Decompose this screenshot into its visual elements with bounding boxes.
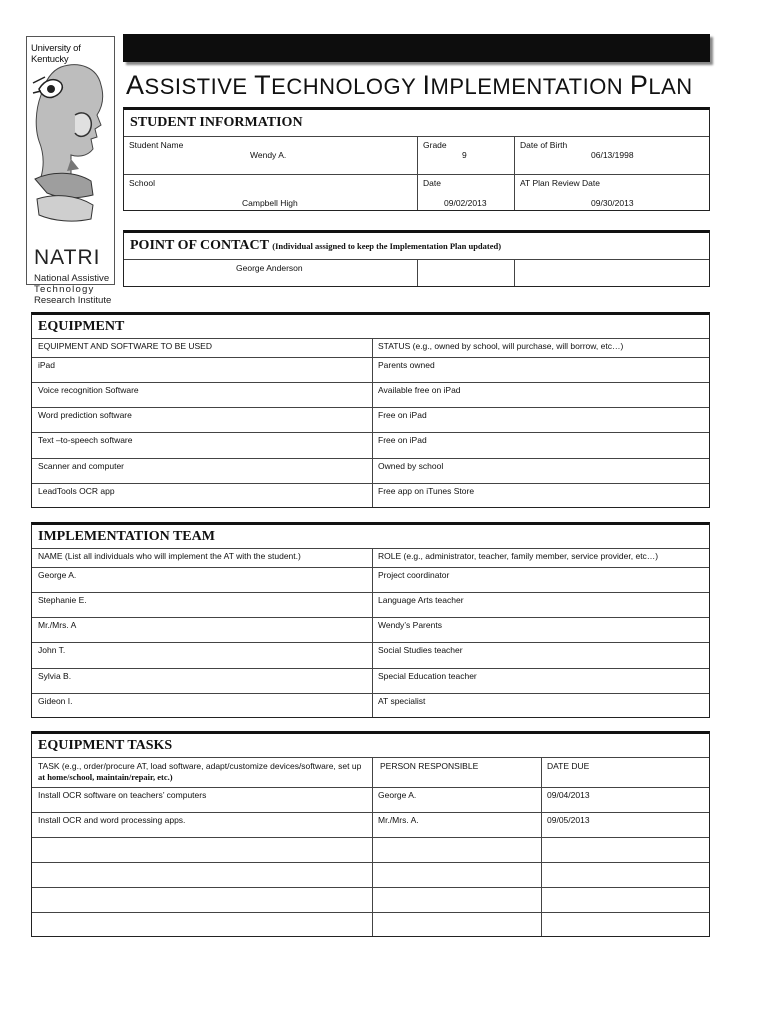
- team-member-role: Language Arts teacher: [378, 595, 464, 605]
- status-column-header: STATUS (e.g., owned by school, will purchase, will borrow, etc…): [378, 341, 624, 351]
- equipment-item: Text –to-speech software: [38, 435, 133, 445]
- equipment-status: Free app on iTunes Store: [378, 486, 475, 496]
- team-member-name: Stephanie E.: [38, 595, 87, 605]
- team-member-role: Project coordinator: [378, 570, 450, 580]
- student-name-label: Student Name: [129, 140, 184, 150]
- section-heading: IMPLEMENTATION TEAM: [38, 529, 215, 544]
- team-member-name: Sylvia B.: [38, 671, 72, 681]
- grade-value: 9: [462, 150, 467, 160]
- task-person: George A.: [378, 790, 417, 800]
- task-person: Mr./Mrs. A.: [378, 815, 419, 825]
- team-member-name: George A.: [38, 570, 77, 580]
- task-column-header-line2: at home/school, maintain/repair, etc.): [38, 772, 173, 782]
- profile-face-icon: [31, 59, 111, 239]
- equipment-item: LeadTools OCR app: [38, 486, 115, 496]
- natri-subtitle: National Assistive Technology Research Institute: [34, 273, 112, 306]
- task-description: Install OCR and word processing apps.: [38, 815, 186, 825]
- task-date-due: 09/04/2013: [547, 790, 590, 800]
- role-column-header: ROLE (e.g., administrator, teacher, family member, service provider, etc…): [378, 551, 659, 561]
- equipment-column-header: EQUIPMENT AND SOFTWARE TO BE USED: [38, 341, 212, 351]
- equipment-status: Free on iPad: [378, 435, 427, 445]
- equipment-item: Scanner and computer: [38, 461, 124, 471]
- contact-name: George Anderson: [236, 263, 303, 273]
- equipment-tasks-section: [31, 731, 710, 937]
- implementation-team-section: [31, 522, 710, 718]
- student-information-section: [123, 107, 710, 211]
- school-label: School: [129, 178, 155, 188]
- team-member-name: Gideon I.: [38, 696, 73, 706]
- date-due-column-header: DATE DUE: [547, 761, 590, 771]
- team-member-name: Mr./Mrs. A: [38, 620, 77, 630]
- section-heading: POINT OF CONTACT (Individual assigned to keep the Implementation Plan updated): [130, 238, 502, 253]
- school-value: Campbell High: [242, 198, 298, 208]
- section-heading: STUDENT INFORMATION: [130, 115, 303, 130]
- equipment-item: Word prediction software: [38, 410, 132, 420]
- date-label: Date: [423, 178, 441, 188]
- student-name-value: Wendy A.: [250, 150, 287, 160]
- team-member-name: John T.: [38, 645, 66, 655]
- equipment-section: [31, 312, 710, 508]
- team-member-role: Social Studies teacher: [378, 645, 463, 655]
- team-member-role: AT specialist: [378, 696, 426, 706]
- person-column-header: PERSON RESPONSIBLE: [380, 761, 479, 771]
- equipment-status: Parents owned: [378, 360, 435, 370]
- university-name: University of Kentucky: [31, 43, 81, 65]
- team-member-role: Wendy’s Parents: [378, 620, 442, 630]
- review-date-value: 09/30/2013: [591, 198, 634, 208]
- section-heading: EQUIPMENT TASKS: [38, 738, 173, 753]
- header-bar: [123, 34, 710, 62]
- team-member-role: Special Education teacher: [378, 671, 477, 681]
- page-title: ASSISTIVE TECHNOLOGY IMPLEMENTATION PLAN: [126, 70, 693, 100]
- task-date-due: 09/05/2013: [547, 815, 590, 825]
- point-of-contact-section: [123, 230, 710, 287]
- dob-label: Date of Birth: [520, 140, 568, 150]
- natri-wordmark: NATRI: [34, 246, 101, 269]
- date-value: 09/02/2013: [444, 198, 487, 208]
- grade-label: Grade: [423, 140, 447, 150]
- task-column-header: TASK (e.g., order/procure AT, load software, adapt/customize devices/software, set up: [38, 761, 362, 771]
- equipment-item: iPad: [38, 360, 56, 370]
- section-heading: EQUIPMENT: [38, 319, 125, 334]
- review-date-label: AT Plan Review Date: [520, 178, 600, 188]
- equipment-item: Voice recognition Software: [38, 385, 139, 395]
- natri-logo: [26, 36, 115, 306]
- equipment-status: Owned by school: [378, 461, 444, 471]
- dob-value: 06/13/1998: [591, 150, 634, 160]
- equipment-status: Free on iPad: [378, 410, 427, 420]
- equipment-status: Available free on iPad: [378, 385, 461, 395]
- name-column-header: NAME (List all individuals who will implement the AT with the student.): [38, 551, 301, 561]
- task-description: Install OCR software on teachers’ computers: [38, 790, 207, 800]
